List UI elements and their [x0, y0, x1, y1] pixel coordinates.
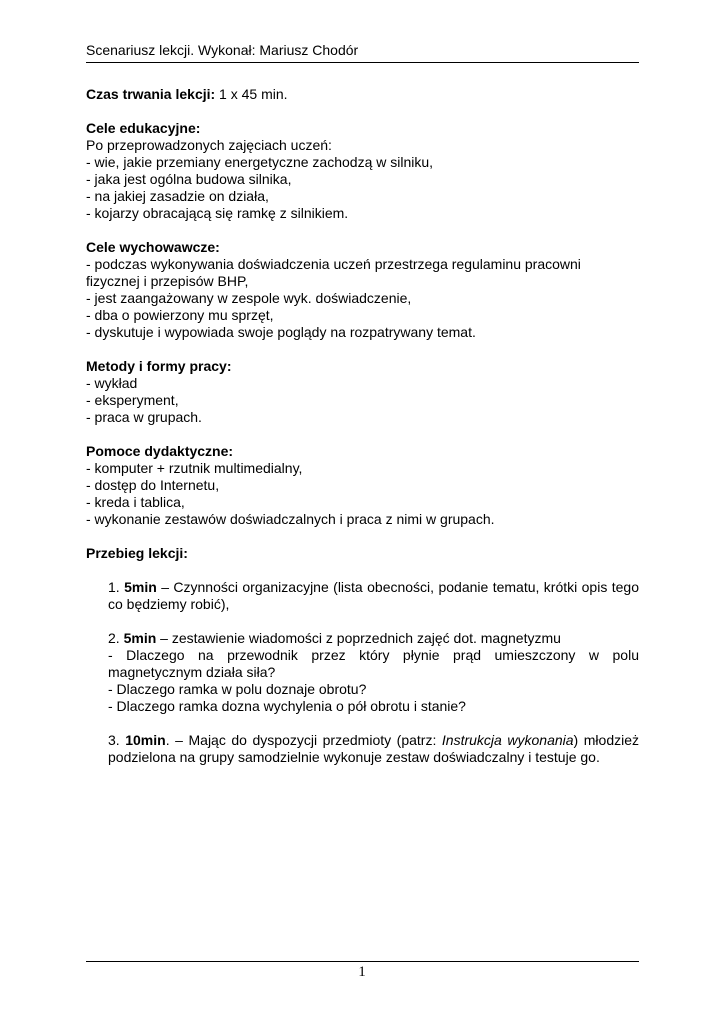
duration-value: 1 x 45 min. — [215, 86, 288, 102]
step-time: 10min — [125, 732, 166, 748]
step-text: – Czynności organizacyjne (lista obecności, podanie tematu, krótki opis tego co będziemy robić), — [108, 579, 639, 612]
step-time: 5min — [124, 579, 157, 595]
step-question: - Dlaczego ramka dozna wychylenia o pół obrotu i stanie? — [108, 698, 466, 714]
edu-goal-item: - kojarzy obracającą się ramkę z silnikiem. — [86, 205, 349, 221]
edu-goal-item: - wie, jakie przemiany energetyczne zachodzą w silniku, — [86, 154, 434, 170]
header-rule — [86, 62, 639, 63]
step-italic-ref: Instrukcja wykonania — [441, 732, 574, 748]
step-number: 3. — [108, 732, 126, 748]
upbringing-goals-heading: Cele wychowawcze: — [86, 239, 220, 255]
upbringing-goal-item: - jest zaangażowany w zespole wyk. doświadczenie, — [86, 290, 412, 306]
edu-goal-item: - jaka jest ogólna budowa silnika, — [86, 171, 292, 187]
method-item: - praca w grupach. — [86, 409, 202, 425]
step-question: - Dlaczego ramka w polu doznaje obrotu? — [108, 681, 367, 697]
step-question: - Dlaczego na przewodnik przez który płynie prąd umieszczony w polu magnetycznym działa siła? — [108, 647, 639, 680]
step-number: 1. — [108, 579, 125, 595]
page-number: 1 — [358, 964, 366, 980]
aids-heading: Pomoce dydaktyczne: — [86, 443, 234, 459]
upbringing-goal-item: fizycznej i przepisów BHP, — [86, 273, 249, 289]
aid-item: - wykonanie zestawów doświadczalnych i praca z nimi w grupach. — [86, 511, 495, 527]
methods-heading: Metody i formy pracy: — [86, 358, 232, 374]
step-text: . – Mając do dyspozycji przedmioty (patrz: — [165, 732, 442, 748]
duration-label: Czas trwania lekcji: — [86, 86, 216, 102]
step-number: 2. — [108, 630, 124, 646]
edu-goal-item: - na jakiej zasadzie on działa, — [86, 188, 269, 204]
course-step-2 — [86, 630, 639, 715]
step-text: – zestawienie wiadomości z poprzednich zajęć dot. magnetyzmu — [156, 630, 561, 646]
method-item: - eksperyment, — [86, 392, 179, 408]
course-step-3 — [86, 732, 639, 766]
upbringing-goal-item: - dba o powierzony mu sprzęt, — [86, 307, 274, 323]
running-header: Scenariusz lekcji. Wykonał: Mariusz Chodór — [86, 42, 359, 58]
aid-item: - dostęp do Internetu, — [86, 477, 220, 493]
aid-item: - komputer + rzutnik multimedialny, — [86, 460, 303, 476]
upbringing-goal-item: - dyskutuje i wypowiada swoje poglądy na rozpatrywany temat. — [86, 324, 476, 340]
step-text: ) młodzież podzielona na grupy samodzielnie wykonuje zestaw doświadczalny i testuje go. — [108, 732, 640, 765]
course-step-1 — [86, 579, 639, 613]
aid-item: - kreda i tablica, — [86, 494, 185, 510]
footer-rule — [86, 961, 639, 962]
upbringing-goal-item: - podczas wykonywania doświadczenia uczeń przestrzega regulaminu pracowni — [86, 256, 581, 272]
edu-goals-intro: Po przeprowadzonych zajęciach uczeń: — [86, 137, 332, 153]
step-time: 5min — [123, 630, 157, 646]
duration-line — [86, 86, 639, 103]
course-heading: Przebieg lekcji: — [86, 545, 188, 561]
method-item: - wykład — [86, 375, 138, 391]
edu-goals-heading: Cele edukacyjne: — [86, 120, 201, 136]
document-body — [86, 86, 639, 766]
